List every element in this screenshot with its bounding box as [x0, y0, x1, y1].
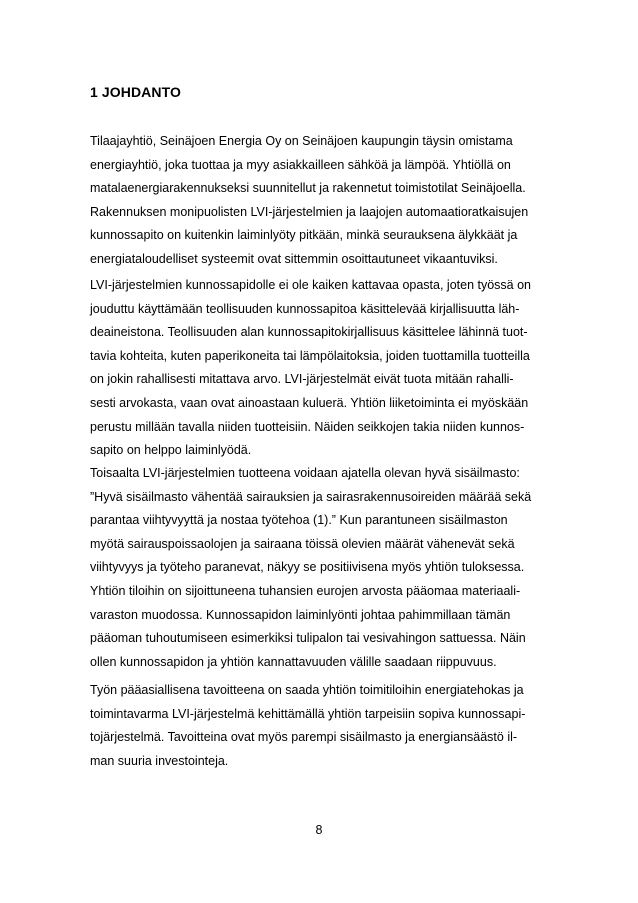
- text-line: matalaenergiarakennukseksi suunnitellut ja rakennetut toimistotilat Seinäjoella.: [90, 181, 526, 196]
- text-line: viihtyvyys ja työteho paranevat, näkyy se positiivisena myös yhtiön tuloksessa.: [90, 560, 525, 575]
- paragraph-1: [90, 130, 560, 272]
- paragraph-2: [90, 274, 560, 463]
- text-line: Rakennuksen monipuolisten LVI-järjestelmien ja laajojen automaatioratkaisujen: [90, 204, 529, 219]
- text-line: deaineistona. Teollisuuden alan kunnossapitokirjallisuus käsittelee lähinnä tuot-: [90, 325, 528, 340]
- text-line: ”Hyvä sisäilmasto vähentää sairauksien ja sairasrakennusoireiden määrää sekä: [90, 489, 532, 504]
- text-line: energiayhtiö, joka tuottaa ja myy asiakkailleen sähköä ja lämpöä. Yhtiöllä on: [90, 157, 511, 172]
- text-line: ollen kunnossapidon ja yhtiön kannattavuuden välille saadaan riippuvuus.: [90, 654, 497, 669]
- text-line: Yhtiön tiloihin on sijoittuneena tuhansien eurojen arvosta pääomaa materiaali-: [90, 583, 521, 598]
- paragraph-4: [90, 679, 560, 773]
- text-line: man suuria investointeja.: [90, 753, 229, 768]
- text-line: perustu millään tavalla niiden tuotteisiin. Näiden seikkojen takia niiden kunnos-: [90, 419, 525, 434]
- page-number: 8: [315, 823, 323, 837]
- text-line: sapito on helppo laiminlyödä.: [90, 443, 252, 458]
- text-line: tojärjestelmä. Tavoitteina ovat myös parempi sisäilmasto ja energiansäästö il-: [90, 730, 518, 745]
- chapter-heading: 1 JOHDANTO: [90, 84, 181, 100]
- text-line: parantaa viihtyvyyttä ja nostaa työtehoa (1).” Kun parantuneen sisäilmaston: [90, 513, 508, 528]
- text-line: Tilaajayhtiö, Seinäjoen Energia Oy on Seinäjoen kaupungin täysin omistama: [90, 134, 513, 148]
- text-line: Työn pääasiallisena tavoitteena on saada yhtiön toimitiloihin energiatehokas ja: [90, 683, 524, 697]
- text-line: pääoman tuhoutumiseen esimerkiksi tulipalon tai vesivahingon sattuessa. Näin: [90, 631, 526, 646]
- text-line: Toisaalta LVI-järjestelmien tuotteena voidaan ajatella olevan hyvä sisäilmasto:: [90, 466, 520, 480]
- text-line: energiataloudelliset systeemit ovat sittemmin osoittautuneet vikaantuviksi.: [90, 251, 498, 266]
- text-line: jouduttu käyttämään teollisuuden kunnossapitoa käsittelevää kirjallisuutta läh-: [90, 301, 520, 316]
- text-line: LVI-järjestelmien kunnossapidolle ei ole kaiken kattavaa opasta, joten työssä on: [90, 278, 532, 292]
- text-line: on jokin rahallisesti mitattava arvo. LVI-järjestelmät eivät tuota mitään rahalli-: [90, 372, 514, 387]
- text-line: tavia kohteita, kuten paperikoneita tai lämpölaitoksia, joiden tuottamilla tuotteilla: [90, 348, 530, 363]
- text-line: kunnossapito on kuitenkin laiminlyöty pitkään, minkä seurauksena älykkäät ja: [90, 228, 518, 243]
- text-line: sesti arvokasta, vaan ovat ainoastaan kuluerä. Yhtiön liiketoiminta ei myöskään: [90, 395, 529, 410]
- text-line: varaston muodossa. Kunnossapidon laiminlyönti johtaa pahimmillaan tämän: [90, 607, 511, 622]
- paragraph-3: [90, 462, 560, 674]
- text-line: myötä sairauspoissaolojen ja sairaana töissä olevien määrät vähenevät sekä: [90, 536, 515, 551]
- text-line: toimintavarma LVI-järjestelmä kehittämällä yhtiön tarpeisiin sopiva kunnossapi-: [90, 706, 526, 721]
